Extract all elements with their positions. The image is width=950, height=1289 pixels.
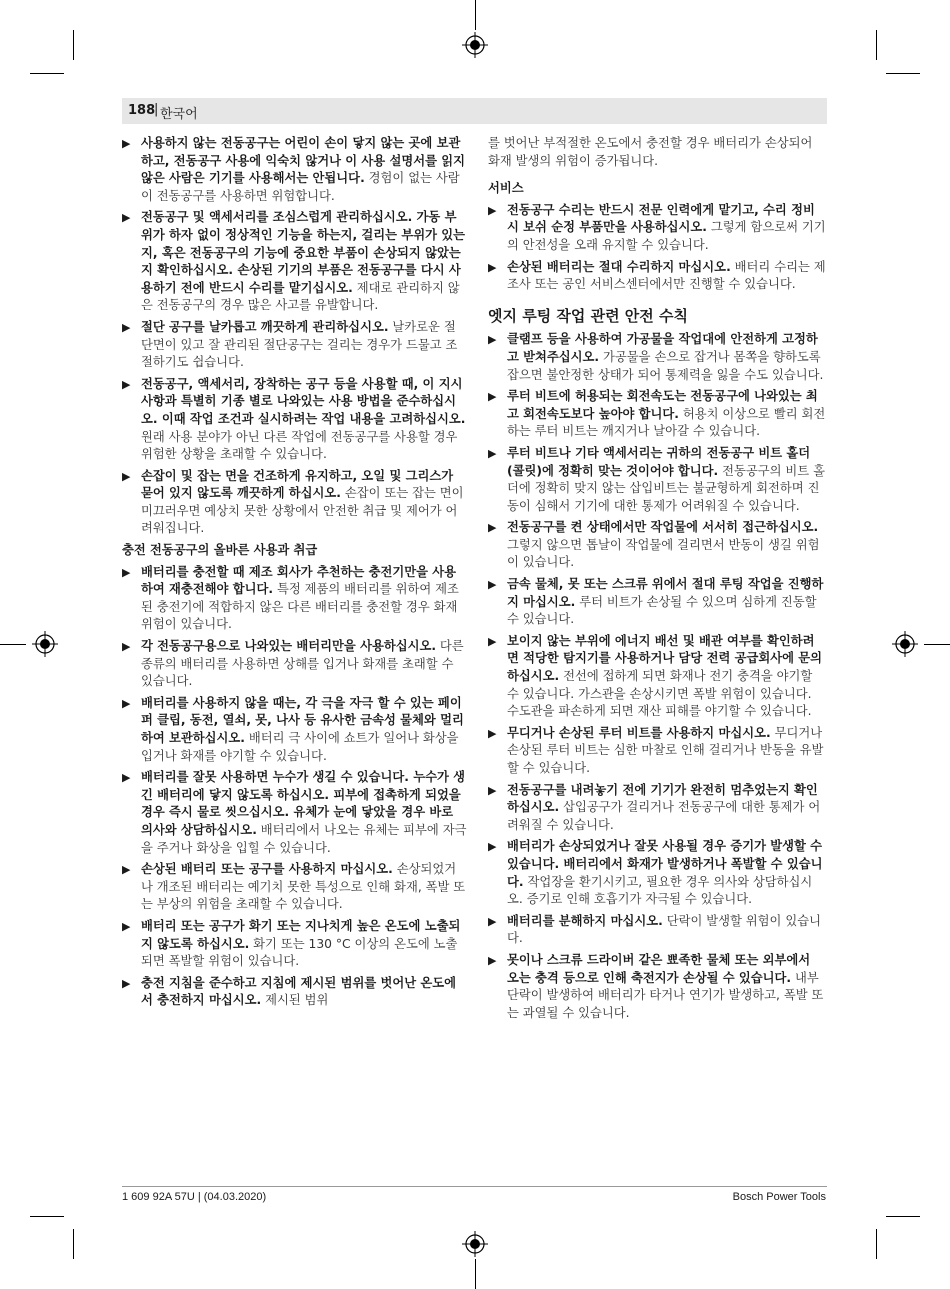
edge-routing-heading: 엣지 루팅 작업 관련 안전 수칙: [488, 306, 688, 325]
bullet-normal-text: 그렇지 않으면 톱날이 작업물에 걸리면서 반동이 생길 위험이 있습니다.: [507, 537, 820, 570]
bullet-bold-text: 전동공구 수리는 반드시 전문 인력에게 맡기고, 수리 정비 시 보쉬 순정 부품만을 사용하십시오.: [507, 202, 815, 235]
bullet-normal-text: 전동공구의 비트 홀더에 정확히 맞지 않는 삽입비트는 불균형하게 회전하며 진동이 심해서 기기에 대한 통제가 어려워질 수 있습니다.: [507, 463, 825, 513]
bullet-normal-text: 내부 단락이 발생하여 배터리가 타거나 연기가 발생하고, 폭발 또는 과열될 수 있습니다.: [507, 970, 824, 1020]
bullet-bold-text: 배터리가 손상되었거나 잘못 사용될 경우 증기가 발생할 수 있습니다. 배터리에서 화재가 발생하거나 폭발할 수 있습니다.: [507, 839, 823, 889]
page-header-bar: [122, 98, 827, 124]
bullet-normal-text: 특정 제품의 배터리를 위하여 제조된 충전기에 적합하지 않은 다른 배터리를 충전할 경우 화재 위험이 있습니다.: [141, 582, 459, 632]
bullet-bold-text: 보이지 않는 부위에 에너지 배선 및 배관 여부를 확인하려면 적당한 탐지기를 사용하거나 담당 전력 공급회사에 문의하십시오.: [507, 633, 823, 684]
bullet-arrow-icon: ▶: [488, 260, 497, 274]
bullet-normal-text: 원래 사용 분야가 아닌 다른 작업에 전동공구를 사용할 경우 위험한 상황을 초래할 수 있습니다.: [141, 429, 458, 462]
service-items: [488, 202, 826, 294]
bullet-bold-text: 배터리를 잘못 사용하면 누수가 생길 수 있습니다. 누수가 생긴 배터리에 닿지 않도록 하십시오. 피부에 접촉하게 되었을 경우 즉시 물로 씻으십시오. 유체가 눈에 닿았을 경우 바로 의사와 상담하십시오.: [141, 770, 466, 837]
bullet-item: [122, 769, 467, 857]
bullet-arrow-icon: ▶: [122, 863, 131, 877]
right-column: [488, 135, 826, 1026]
bullet-bold-text: 루터 비트에 허용되는 회전속도는 전동공구에 나와있는 최고 회전속도보다 높아야 합니다.: [507, 389, 818, 421]
bullet-bold-text: 전동공구 및 액세서리를 조심스럽게 관리하십시오. 가동 부위가 하자 없이 정상적인 기능을 하는지, 걸리는 부위가 있는지, 혹은 전동공구의 기능에 중요한 부품이 손상되지 않았는지 확인하십시오. 손상된 기기의 부품은 전동공구를 다시 사용하기 전에 반드시 수리를 맡기십시오.: [141, 210, 466, 295]
registration-mark-icon: [462, 32, 488, 58]
bullet-arrow-icon: ▶: [488, 840, 497, 854]
bullet-item: [122, 975, 467, 1010]
bullet-arrow-icon: ▶: [122, 320, 131, 334]
bullet-bold-text: 충전 지침을 준수하고 지침에 제시된 범위를 벗어난 온도에서 충전하지 마십시오.: [141, 975, 457, 1008]
bullet-arrow-icon: ▶: [488, 634, 497, 648]
bullet-arrow-icon: ▶: [488, 783, 497, 797]
bullet-item: [122, 319, 467, 372]
bullet-arrow-icon: ▶: [488, 726, 497, 740]
bullet-arrow-icon: ▶: [122, 640, 131, 654]
bullet-bold-text: 손상된 배터리 또는 공구를 사용하지 마십시오.: [141, 862, 393, 877]
continuation-text: 를 벗어난 부적절한 온도에서 충전할 경우 배터리가 손상되어 화재 발생의 위험이 증가됩니다.: [488, 136, 813, 168]
document-code: 1 609 92A 57U | (04.03.2020): [122, 1191, 267, 1203]
bullet-item: [122, 861, 467, 914]
bullet-normal-text: 삽입공구가 걸리거나 전동공구에 대한 통제가 어려워질 수 있습니다.: [507, 800, 821, 832]
bullet-normal-text: 배터리 수리는 제조사 또는 공인 서비스센터에서만 진행할 수 있습니다.: [507, 259, 826, 292]
bullet-normal-text: 허용치 이상으로 빨리 회전하는 루터 비트는 깨지거나 날아갈 수 있습니다.: [507, 406, 826, 439]
registration-mark-icon: [462, 1231, 488, 1257]
bullet-item: [122, 638, 467, 691]
left-column: [122, 135, 467, 1014]
bullet-bold-text: 절단 공구를 날카롭고 깨끗하게 관리하십시오.: [141, 319, 389, 334]
bullet-arrow-icon: ▶: [122, 377, 131, 391]
bullet-bold-text: 전동공구를 내려놓기 전에 기기가 완전히 멈추었는지 확인하십시오.: [507, 782, 818, 815]
bullet-normal-text: 루터 비트가 손상될 수 있으며 심하게 진동할 수 있습니다.: [507, 594, 817, 627]
bullet-arrow-icon: ▶: [122, 565, 131, 579]
bullet-bold-text: 각 전동공구용으로 나와있는 배터리만을 사용하십시오.: [141, 639, 437, 654]
left-items-b: [122, 564, 467, 1010]
registration-mark-icon: [32, 631, 58, 657]
bullet-bold-text: 전동공구, 액세서리, 장착하는 공구 등을 사용할 때, 이 지시 사항과 특별히 기종 별로 나와있는 사용 방법을 준수하십시오. 이때 작업 조건과 실시하려는 작업 내용을 고려하십시오.: [141, 376, 466, 426]
bullet-arrow-icon: ▶: [122, 696, 131, 710]
crop-mark: [30, 73, 64, 74]
bullet-item: [488, 782, 826, 835]
bullet-item: [488, 952, 826, 1022]
crop-mark: [876, 30, 877, 60]
bullet-arrow-icon: ▶: [488, 521, 497, 535]
bullet-item: [488, 259, 826, 294]
bullet-arrow-icon: ▶: [488, 203, 497, 217]
bullet-normal-text: 배터리 극 사이에 쇼트가 일어나 화상을 입거나 화재를 야기할 수 있습니다.: [141, 731, 459, 763]
crop-mark: [924, 644, 950, 645]
bullet-normal-text: 날카로운 절단면이 있고 잘 관리된 절단공구는 걸리는 경우가 드물고 조절하기도 쉽습니다.: [141, 319, 458, 370]
bullet-normal-text: 전선에 접하게 되면 화재나 전기 충격을 야기할 수 있습니다. 가스관을 손상시키면 폭발 위험이 있습니다. 수도관을 파손하게 되면 재산 피해를 야기할 수 있습니다.: [507, 669, 813, 719]
bullet-item: [488, 388, 826, 441]
crop-mark: [73, 1229, 74, 1259]
bullet-item: [488, 633, 826, 721]
bullet-item: [122, 564, 467, 634]
bullet-item: [122, 209, 467, 315]
crop-mark: [886, 73, 920, 74]
registration-mark-icon: [892, 631, 918, 657]
bullet-normal-text: 그렇게 함으로써 기기의 안전성을 오래 유지할 수 있습니다.: [507, 220, 826, 252]
bullet-normal-text: 무디거나 손상된 루터 비트는 심한 마찰로 인해 걸리거나 반동을 유발할 수 있습니다.: [507, 725, 824, 775]
crop-mark: [876, 1229, 877, 1259]
bullet-normal-text: 화기 또는 130 °C 이상의 온도에 노출되면 폭발할 위험이 있습니다.: [141, 936, 458, 969]
bullet-normal-text: 다른 종류의 배터리를 사용하면 상해를 입거나 화재를 초래할 수 있습니다.: [141, 639, 464, 689]
bullet-arrow-icon: ▶: [488, 446, 497, 460]
bullet-arrow-icon: ▶: [122, 469, 131, 483]
bullet-item: [488, 519, 826, 572]
bullet-arrow-icon: ▶: [488, 578, 497, 592]
bullet-bold-text: 손상된 배터리는 절대 수리하지 마십시오.: [507, 259, 731, 274]
bullet-normal-text: 제대로 관리하지 않은 전동공구의 경우 많은 사고를 유발합니다.: [141, 280, 460, 313]
brand-name: Bosch Power Tools: [732, 1191, 826, 1203]
bullet-bold-text: 배터리 또는 공구가 화기 또는 지나치게 높은 온도에 노출되지 않도록 하십시오.: [141, 918, 461, 951]
bullet-item: [122, 918, 467, 971]
bullet-item: [488, 913, 826, 948]
bullet-item: [488, 202, 826, 255]
bullet-arrow-icon: ▶: [122, 976, 131, 990]
crop-mark: [30, 1216, 64, 1217]
bullet-normal-text: 손상되었거나 개조된 배터리는 예기치 못한 특성으로 인해 화재, 폭발 또는 부상의 위험을 초래할 수 있습니다.: [141, 862, 466, 912]
bullet-normal-text: 작업장을 환기시키고, 필요한 경우 의사와 상담하십시오. 증기로 인해 호흡기가 자극될 수 있습니다.: [507, 874, 813, 907]
bullet-bold-text: 전동공구를 켠 상태에서만 작업물에 서서히 접근하십시오.: [507, 520, 819, 535]
left-items-a: [122, 135, 467, 538]
bullet-item: [488, 445, 826, 515]
page-language: 한국어: [160, 107, 198, 122]
bullet-item: [488, 725, 826, 778]
bullet-arrow-icon: ▶: [488, 333, 497, 347]
bullet-item: [488, 331, 826, 384]
crop-mark: [475, 1259, 476, 1289]
service-heading: 서비스: [488, 181, 524, 196]
bullet-bold-text: 배터리를 분해하지 마십시오.: [507, 913, 663, 928]
battery-heading: 충전 전동공구의 올바른 사용과 취급: [122, 543, 318, 558]
bullet-bold-text: 무디거나 손상된 루터 비트를 사용하지 마십시오.: [507, 725, 771, 740]
bullet-arrow-icon: ▶: [488, 914, 497, 928]
bullet-bold-text: 못이나 스크류 드라이버 같은 뾰족한 물체 또는 외부에서 오는 충격 등으로 인해 축전지가 손상될 수 있습니다.: [507, 952, 811, 985]
bullet-normal-text: 손잡이 또는 잡는 면이 미끄러우면 예상치 못한 상황에서 안전한 취급 및 제어가 어려워집니다.: [141, 486, 464, 536]
bullet-bold-text: 손잡이 및 잡는 면을 건조하게 유지하고, 오일 및 그리스가 묻어 있지 않도록 깨끗하게 하십시오.: [141, 468, 454, 501]
crop-mark: [886, 1216, 920, 1217]
crop-mark: [73, 30, 74, 60]
crop-mark: [475, 0, 476, 30]
bullet-item: [122, 376, 467, 464]
bullet-arrow-icon: ▶: [488, 390, 497, 404]
header-separator: |: [154, 102, 159, 117]
bullet-bold-text: 배터리를 충전할 때 제조 회사가 추천하는 충전기만을 사용하여 재충전해야 합니다.: [141, 564, 457, 597]
bullet-item: [122, 695, 467, 765]
bullet-bold-text: 배터리를 사용하지 않을 때는, 각 극을 자극 할 수 있는 페이퍼 클립, 동전, 열쇠, 못, 나사 등 유사한 금속성 물체와 멀리하여 보관하십시오.: [141, 695, 464, 745]
bullet-item: [488, 838, 826, 908]
page-number: 188: [128, 103, 156, 118]
bullet-bold-text: 사용하지 않는 전동공구는 어린이 손이 닿지 않는 곳에 보관하고, 전동공구 사용에 익숙치 않거나 이 사용 설명서를 읽지 않은 사람은 기기를 사용해서는 안됩니다.: [141, 136, 466, 186]
bullet-bold-text: 금속 물체, 못 또는 스크류 위에서 절대 루팅 작업을 진행하지 마십시오.: [507, 577, 824, 609]
bullet-bold-text: 클램프 등을 사용하여 가공물을 작업대에 안전하게 고정하고 받쳐주십시오.: [507, 332, 818, 364]
bullet-item: [488, 576, 826, 629]
bullet-normal-text: 제시된 범위: [261, 993, 329, 1008]
bullet-arrow-icon: ▶: [122, 211, 131, 225]
bullet-normal-text: 배터리에서 나오는 유체는 피부에 자극을 주거나 화상을 입힐 수 있습니다.: [141, 822, 467, 855]
bullet-normal-text: 단락이 발생할 위험이 있습니다.: [507, 913, 821, 946]
bullet-arrow-icon: ▶: [122, 771, 131, 785]
bullet-normal-text: 가공물을 손으로 잡거나 몸쪽을 향하도록 잡으면 불안정한 상태가 되어 통제력을 잃을 수도 있습니다.: [507, 349, 824, 382]
bullet-bold-text: 루터 비트나 기타 액세서리는 귀하의 전동공구 비트 홀더(콜릿)에 정확히 맞는 것이어야 합니다.: [507, 445, 811, 478]
bullet-arrow-icon: ▶: [122, 137, 131, 150]
bullet-normal-text: 경험이 없는 사람이 전동공구를 사용하면 위험합니다.: [141, 171, 460, 203]
edge-routing-items: [488, 331, 826, 1022]
bullet-item: [122, 468, 467, 538]
crop-mark: [0, 644, 26, 645]
bullet-arrow-icon: ▶: [488, 953, 497, 967]
footer-rule: [122, 1186, 827, 1187]
bullet-item: [122, 135, 467, 205]
bullet-arrow-icon: ▶: [122, 919, 131, 933]
